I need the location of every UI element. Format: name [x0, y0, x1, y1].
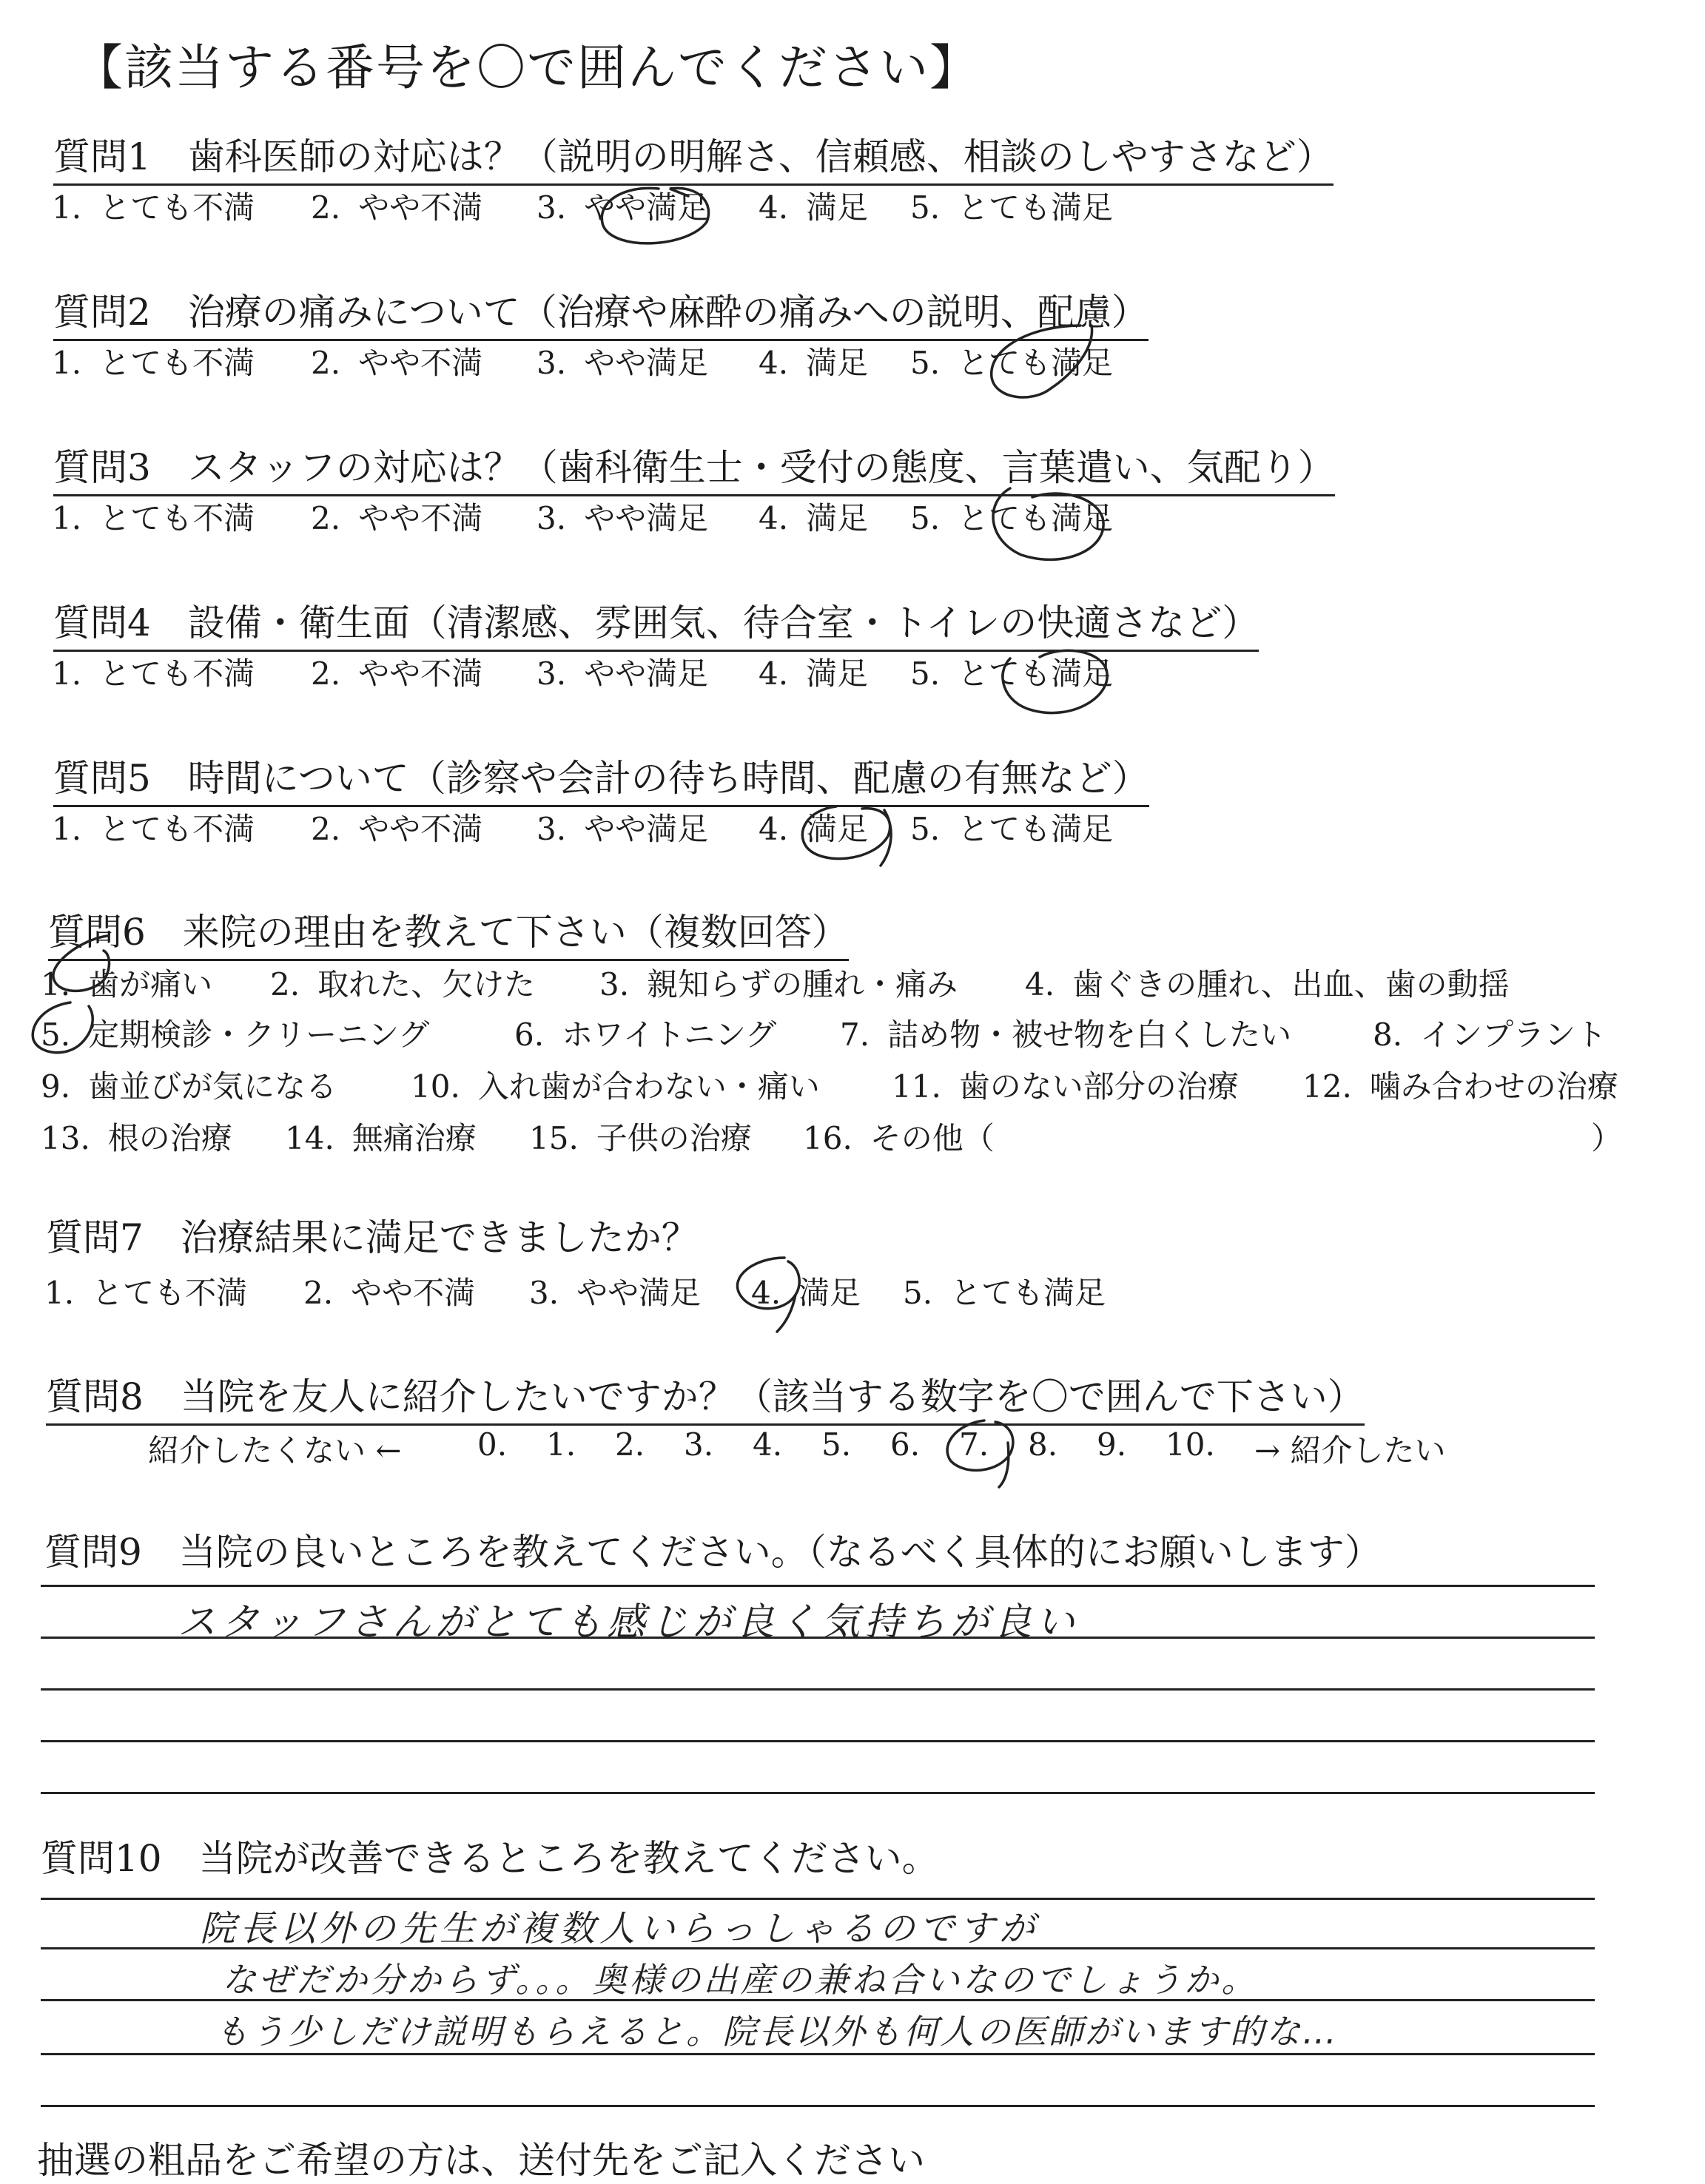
- reason-9[interactable]: 歯並びが気になる: [88, 1068, 337, 1105]
- reason-1[interactable]: 歯が痛い: [88, 966, 213, 1002]
- question-9-title: 質問9 当院の良いところを教えてください。（なるべく具体的にお願いします）: [44, 1531, 1382, 1574]
- q10-handwritten-line-3[interactable]: もう少しだけ説明もらえると。院長以外も何人の医師がいます的な…: [215, 2012, 1339, 2052]
- q10-handwritten-line-1[interactable]: 院長以外の先生が複数人いらっしゃるのですが: [200, 1908, 1040, 1949]
- reason-6[interactable]: ホワイトニング: [562, 1017, 777, 1053]
- option-3-label[interactable]: やや満足: [584, 655, 709, 692]
- question-2-options: 1. とても不満 2. やや不満 3. やや満足 4. 満足 5. とても満足: [52, 345, 1114, 381]
- option-5-label[interactable]: とても満足: [958, 500, 1114, 536]
- scale-8[interactable]: 8.: [1028, 1426, 1058, 1463]
- option-5-label[interactable]: とても満足: [958, 189, 1114, 226]
- question-7-title: 質問7 治療結果に満足できましたか？: [46, 1216, 699, 1259]
- answer-line: [41, 1792, 1595, 1794]
- question-4-title: 質問4 設備・衛生面（清潔感、雰囲気、待合室・トイレの快適さなど）: [53, 593, 1259, 652]
- scale-right-label: → 紹介したい: [1254, 1432, 1446, 1469]
- reason-16-close-paren: ）: [1591, 1120, 1623, 1156]
- answer-line: [41, 1688, 1595, 1691]
- question-7-options: 1. とても不満 2. やや不満 3. やや満足 4. 満足 5. とても満足: [44, 1275, 1106, 1311]
- option-1-label[interactable]: とても不満: [99, 345, 255, 381]
- scale-3[interactable]: 3.: [684, 1426, 714, 1463]
- reason-7[interactable]: 詰め物・被せ物を白くしたい: [887, 1017, 1292, 1053]
- scale-10[interactable]: 10.: [1166, 1426, 1215, 1463]
- question-5-title: 質問5 時間について（診察や会計の待ち時間、配慮の有無など）: [53, 749, 1149, 807]
- question-3-title: 質問3 スタッフの対応は？（歯科衛生士・受付の態度、言葉遣い、気配り）: [53, 438, 1335, 496]
- scale-7[interactable]: 7.: [959, 1426, 989, 1463]
- option-1-label[interactable]: とても不満: [92, 1275, 248, 1311]
- reason-2[interactable]: 取れた、欠けた: [317, 966, 536, 1002]
- option-2-label[interactable]: やや不満: [358, 655, 483, 692]
- option-5-label[interactable]: とても満足: [950, 1275, 1106, 1311]
- option-1-label[interactable]: とても不満: [99, 189, 255, 226]
- answer-line: [41, 1585, 1595, 1587]
- scale-4[interactable]: 4.: [753, 1426, 783, 1463]
- question-3-options: 1. とても不満 2. やや不満 3. やや満足 4. 満足 5. とても満足: [52, 500, 1114, 536]
- answer-line: [41, 1740, 1595, 1742]
- q10-handwritten-line-2[interactable]: なぜだか分からず。。。奥様の出産の兼ね合いなのでしょうか。: [222, 1960, 1259, 2000]
- reason-5[interactable]: 定期検診・クリーニング: [88, 1017, 430, 1053]
- reason-8[interactable]: インプラント: [1420, 1017, 1607, 1053]
- reason-12[interactable]: 噛み合わせの治療: [1369, 1068, 1618, 1105]
- option-2-label[interactable]: やや不満: [358, 811, 483, 847]
- reason-3[interactable]: 親知らずの腫れ・痛み: [647, 966, 958, 1002]
- question-8-scale: [148, 1426, 1554, 1471]
- question-4-options: 1. とても不満 2. やや不満 3. やや満足 4. 満足 5. とても満足: [52, 655, 1114, 692]
- option-1-label[interactable]: とても不満: [99, 811, 255, 847]
- option-4-label[interactable]: 満足: [798, 1275, 861, 1311]
- question-1-title: 質問1 歯科医師の対応は？（説明の明解さ、信頼感、相談のしやすさなど）: [53, 127, 1334, 186]
- option-2-label[interactable]: やや不満: [358, 189, 483, 226]
- option-4-label[interactable]: 満足: [806, 655, 869, 692]
- option-3-label[interactable]: やや満足: [576, 1275, 702, 1311]
- option-3-label[interactable]: やや満足: [584, 811, 709, 847]
- scale-left-label: 紹介したくない ←: [148, 1432, 402, 1469]
- option-4-label[interactable]: 満足: [806, 500, 869, 536]
- option-2-label[interactable]: やや不満: [358, 345, 483, 381]
- scale-9[interactable]: 9.: [1097, 1426, 1127, 1463]
- q9-handwritten-answer[interactable]: スタッフさんがとても感じが良く気持ちが良い: [178, 1600, 1080, 1645]
- option-1-label[interactable]: とても不満: [99, 500, 255, 536]
- scale-0[interactable]: 0.: [477, 1426, 508, 1463]
- option-3-label[interactable]: やや満足: [584, 345, 709, 381]
- question-5-options: 1. とても不満 2. やや不満 3. やや満足 4. 満足 5. とても満足: [52, 811, 1114, 847]
- scale-6[interactable]: 6.: [890, 1426, 921, 1463]
- option-2-label[interactable]: やや不満: [351, 1275, 476, 1311]
- question-1-options: 1. とても不満 2. やや不満 3. やや満足 4. 満足 5. とても満足: [52, 189, 1114, 226]
- question-2-title: 質問2 治療の痛みについて（治療や麻酔の痛みへの説明、配慮）: [53, 283, 1149, 341]
- page-title: 【該当する番号を〇で囲んでください】: [74, 39, 980, 96]
- option-5-label[interactable]: とても満足: [958, 345, 1114, 381]
- option-4-label[interactable]: 満足: [806, 189, 869, 226]
- option-3-label[interactable]: やや満足: [584, 500, 709, 536]
- option-4-label[interactable]: 満足: [806, 811, 869, 847]
- reason-14[interactable]: 無痛治療: [352, 1120, 477, 1156]
- reason-13[interactable]: 根の治療: [107, 1120, 232, 1156]
- scale-2[interactable]: 2.: [615, 1426, 645, 1463]
- answer-line: [41, 2105, 1595, 2107]
- option-3-label[interactable]: やや満足: [584, 189, 709, 226]
- question-6-title: 質問6 来院の理由を教えて下さい（複数回答）: [48, 903, 849, 961]
- option-4-label[interactable]: 満足: [806, 345, 869, 381]
- question-8-title: 質問8 当院を友人に紹介したいですか？（該当する数字を〇で囲んで下さい）: [46, 1367, 1365, 1426]
- reason-15[interactable]: 子供の治療: [596, 1120, 752, 1156]
- option-5-label[interactable]: とても満足: [958, 811, 1114, 847]
- question-10-title: 質問10 当院が改善できるところを教えてください。: [41, 1837, 939, 1880]
- question-6-options: 1. 歯が痛い 2. 取れた、欠けた 3. 親知らずの腫れ・痛み 4. 歯ぐきの腫れ、出血、歯の動揺 5. 定期検診・クリーニング 6. ホワイトニング 7. 詰め物・被せ物を白くしたい 8. インプラント 9. 歯並びが気になる 10. 入れ歯が合わない・痛い 11. 歯のない部分の治療 12. 噛み合わせの治療 13. 根の治療 14. 無痛治療 15. 子供の治療 16. その他（ ）: [41, 960, 1669, 1182]
- reason-4[interactable]: 歯ぐきの腫れ、出血、歯の動揺: [1072, 966, 1510, 1002]
- footer-note: 抽選の粗品をご希望の方は、送付先をご記入ください: [37, 2139, 925, 2182]
- option-5-label[interactable]: とても満足: [958, 655, 1114, 692]
- reason-16[interactable]: その他（: [870, 1120, 995, 1156]
- reason-11[interactable]: 歯のない部分の治療: [958, 1068, 1239, 1105]
- option-1-label[interactable]: とても不満: [99, 655, 255, 692]
- option-2-label[interactable]: やや不満: [358, 500, 483, 536]
- reason-10[interactable]: 入れ歯が合わない・痛い: [477, 1068, 820, 1105]
- scale-1[interactable]: 1.: [546, 1426, 576, 1463]
- scale-5[interactable]: 5.: [821, 1426, 852, 1463]
